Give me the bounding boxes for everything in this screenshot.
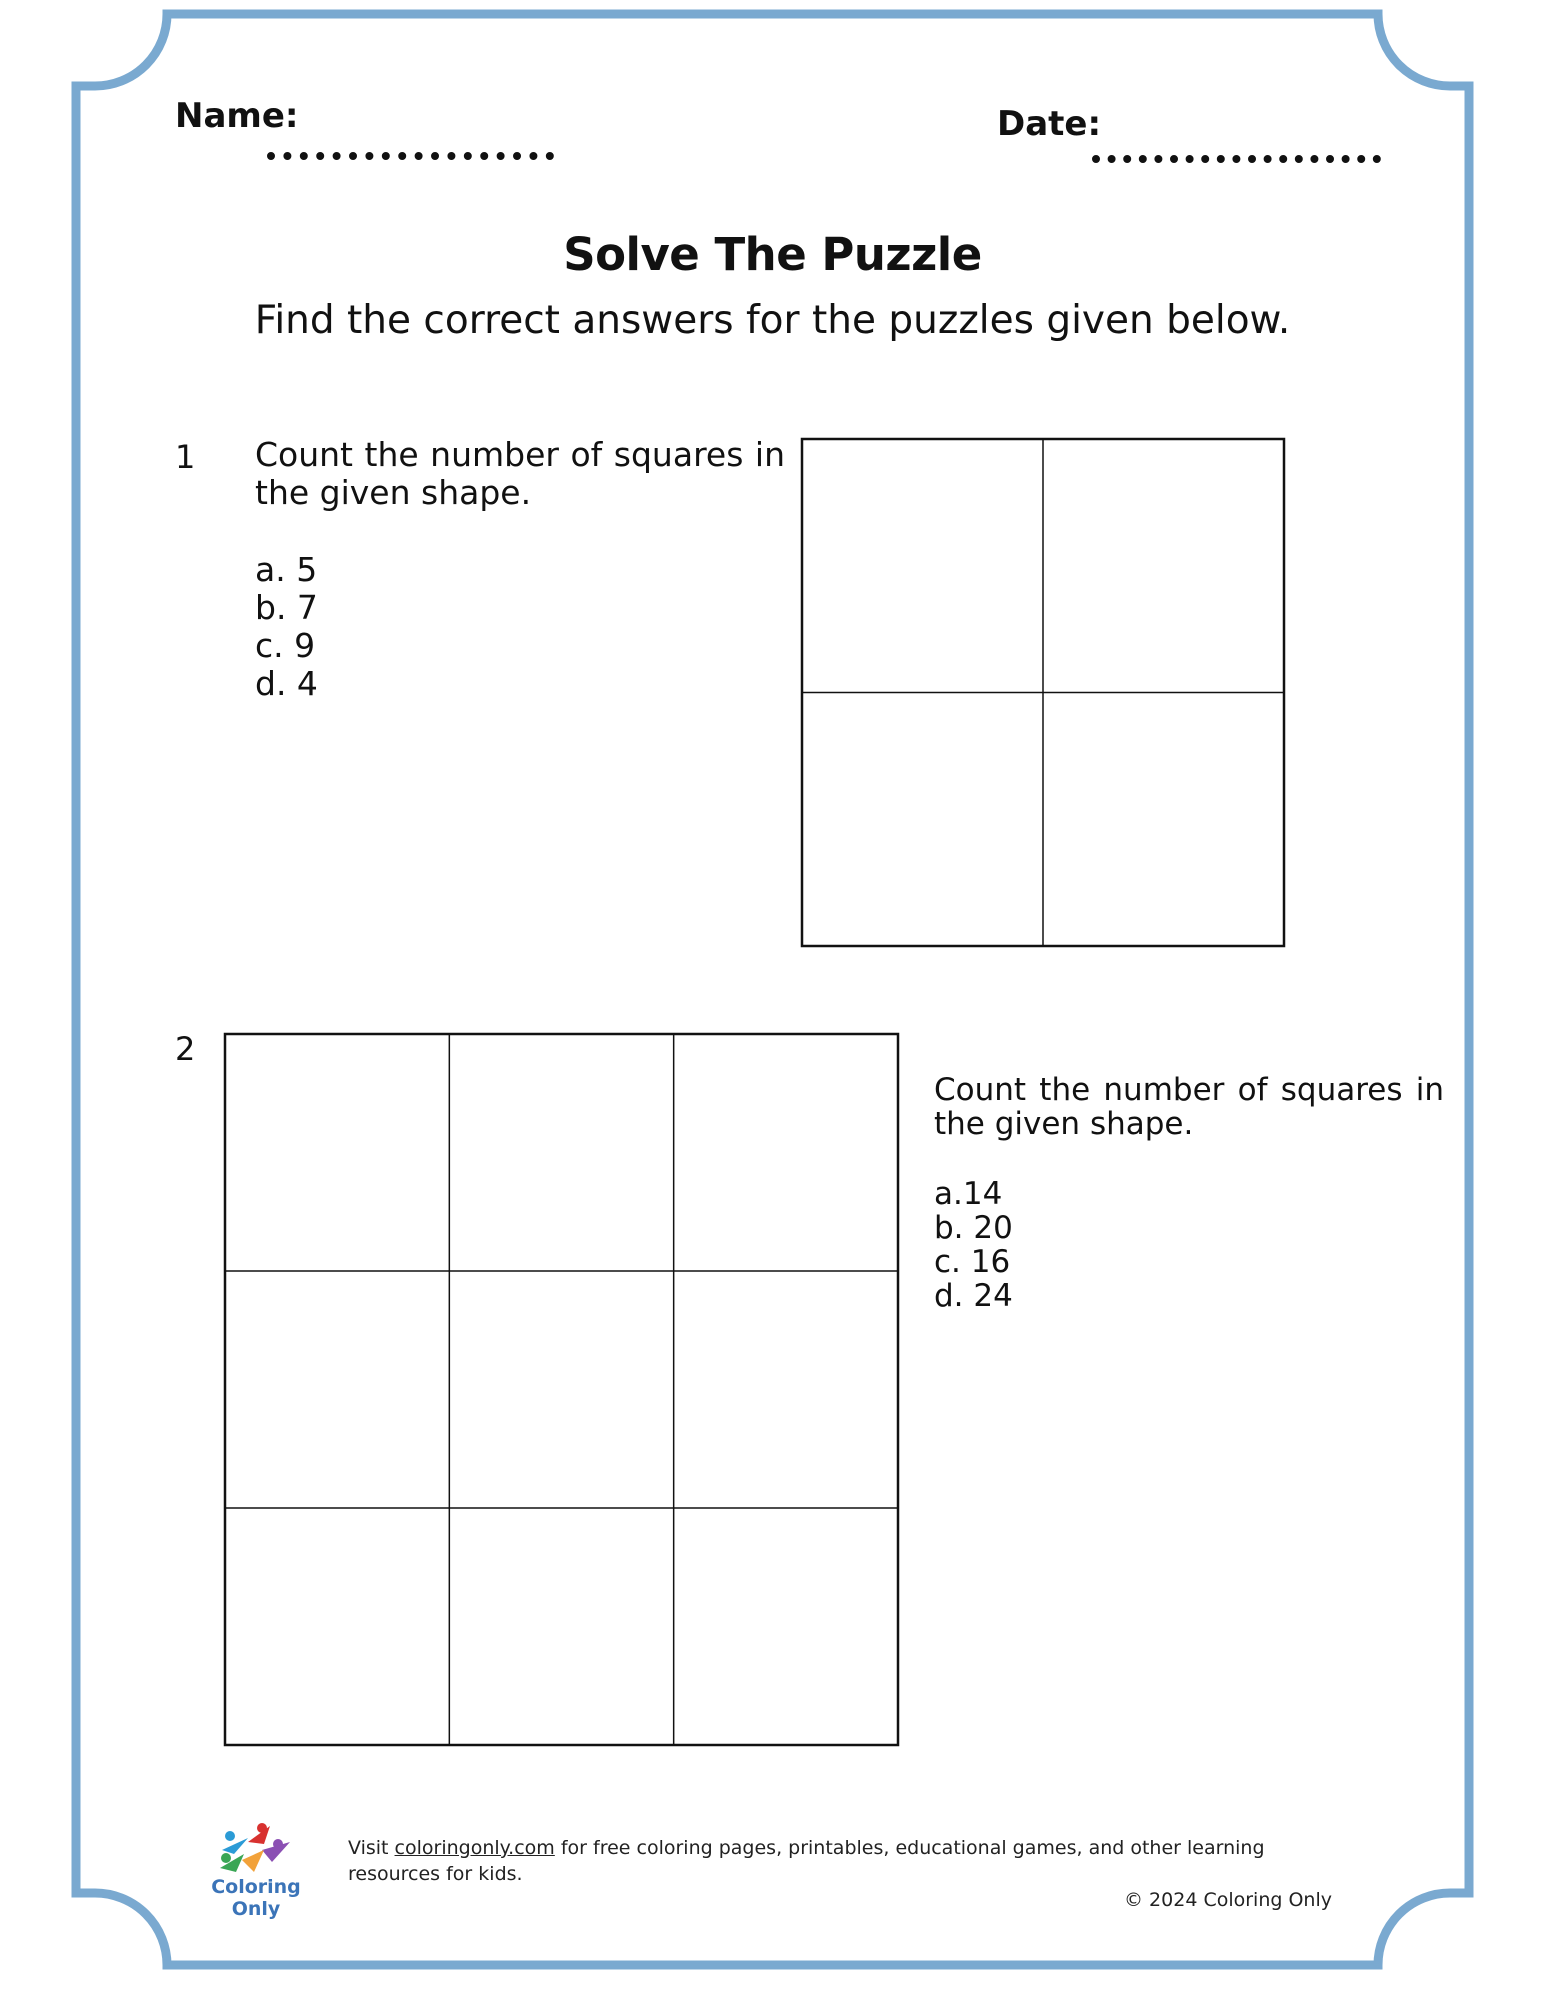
question-1-text: Count the number of squares in the given shape. xyxy=(255,435,785,512)
question-1-grid xyxy=(800,437,1286,948)
option-d[interactable]: d. 24 xyxy=(934,1278,1013,1314)
question-2-number: 2 xyxy=(175,1030,196,1068)
option-a[interactable]: a.14 xyxy=(934,1176,1003,1212)
footer xyxy=(348,1835,1332,1913)
question-1-options xyxy=(255,551,318,703)
option-c[interactable]: c. 9 xyxy=(255,626,316,665)
footer-link[interactable]: coloringonly.com xyxy=(394,1837,555,1859)
brand-logo-text: Coloring Only xyxy=(211,1876,301,1920)
option-b[interactable]: b. 7 xyxy=(255,588,318,627)
question-2-options xyxy=(934,1177,1013,1313)
question-1-number: 1 xyxy=(175,438,196,476)
date-line[interactable] xyxy=(1092,155,1381,163)
option-a[interactable]: a. 5 xyxy=(255,550,318,589)
page-title: Solve The Puzzle xyxy=(563,228,982,281)
option-d[interactable]: d. 4 xyxy=(255,664,318,703)
name-line[interactable] xyxy=(267,152,554,160)
question-2-grid xyxy=(223,1032,900,1747)
grid-outline xyxy=(225,1034,898,1745)
question-2-text: Count the number of squares in the given shape. xyxy=(934,1072,1444,1142)
option-c[interactable]: c. 16 xyxy=(934,1244,1011,1280)
option-b[interactable]: b. 20 xyxy=(934,1210,1013,1246)
footer-visit-prefix: Visit xyxy=(348,1837,395,1859)
date-label: Date: xyxy=(997,104,1102,144)
name-label: Name: xyxy=(175,96,299,136)
page-subtitle: Find the correct answers for the puzzles given below. xyxy=(254,298,1291,343)
brand-logo-icon xyxy=(218,1820,298,1874)
footer-visit-suffix: for free coloring pages, printables, educational games, and other learning resources for kids. xyxy=(348,1837,1265,1885)
copyright: © 2024 Coloring Only xyxy=(1124,1889,1332,1911)
